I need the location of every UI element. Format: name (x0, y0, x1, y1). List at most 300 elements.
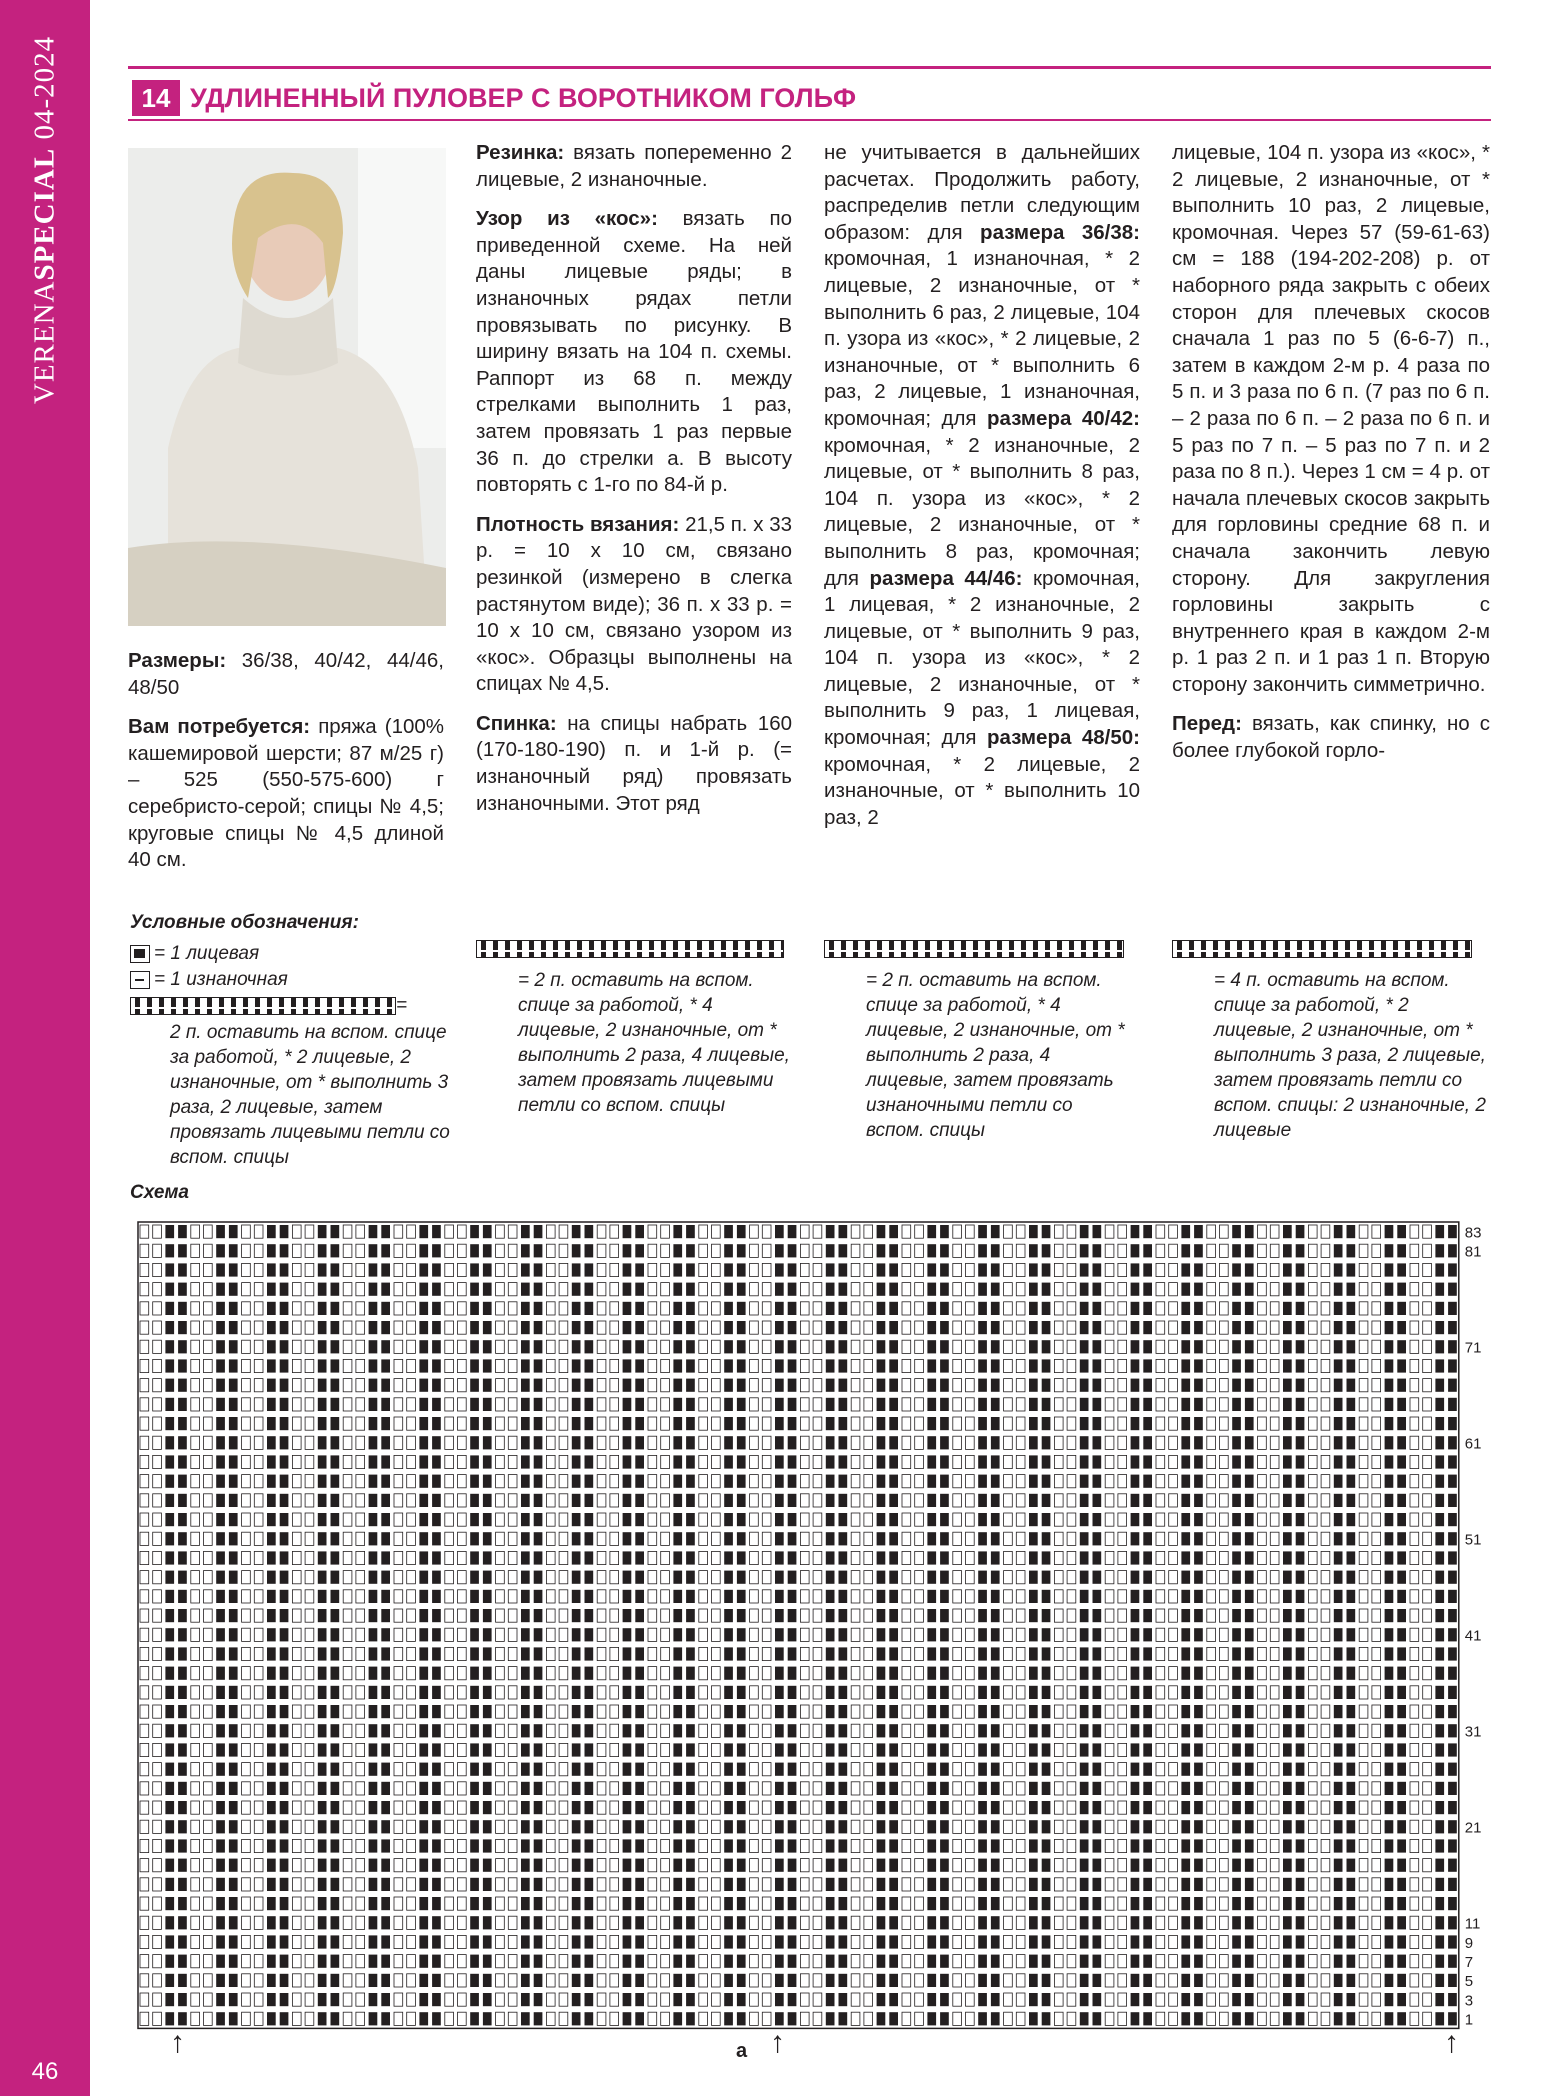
purl-cell (305, 1724, 314, 1737)
purl-cell (1423, 1801, 1432, 1814)
knit-cell (521, 1417, 530, 1430)
knit-cell (1347, 1859, 1356, 1872)
knit-cell (369, 1993, 378, 2006)
knit-cell (1296, 1667, 1305, 1680)
purl-cell (864, 1763, 873, 1776)
purl-cell (1321, 1513, 1330, 1526)
purl-cell (1410, 1724, 1419, 1737)
purl-cell (1321, 1532, 1330, 1545)
purl-cell (1359, 1705, 1368, 1718)
purl-cell (1270, 1859, 1279, 1872)
purl-cell (915, 1667, 924, 1680)
purl-cell (712, 1974, 721, 1987)
knit-cell (1245, 1667, 1254, 1680)
purl-cell (813, 1475, 822, 1488)
purl-cell (712, 1820, 721, 1833)
purl-cell (1308, 1935, 1317, 1948)
knit-cell (775, 1935, 784, 1948)
knit-cell (991, 1532, 1000, 1545)
purl-cell (1410, 1551, 1419, 1564)
knit-cell (1385, 1897, 1394, 1910)
purl-cell (902, 1955, 911, 1968)
purl-cell (394, 1494, 403, 1507)
gauge-label: Плотность вязания: (476, 512, 680, 536)
knit-cell (1042, 1263, 1051, 1276)
knit-cell (585, 1513, 594, 1526)
purl-cell (1156, 1225, 1165, 1238)
purl-cell (1207, 1628, 1216, 1641)
knit-cell (1283, 1513, 1292, 1526)
purl-cell (1207, 1820, 1216, 1833)
knit-cell (572, 1993, 581, 2006)
purl-cell (1220, 1686, 1229, 1699)
knit-cell (927, 1974, 936, 1987)
knit-cell (229, 1724, 238, 1737)
knit-cell (889, 1782, 898, 1795)
purl-cell (305, 1244, 314, 1257)
purl-cell (712, 1897, 721, 1910)
purl-cell (800, 1475, 809, 1488)
knit-cell (1194, 1436, 1203, 1449)
knit-cell (673, 1916, 682, 1929)
knit-cell (369, 1628, 378, 1641)
purl-cell (762, 1455, 771, 1468)
knit-cell (165, 1513, 174, 1526)
knit-cell (1232, 1283, 1241, 1296)
purl-cell (699, 1417, 708, 1430)
purl-cell (610, 1628, 619, 1641)
purl-cell (648, 1628, 657, 1641)
purl-cell (458, 1379, 467, 1392)
knit-cell (419, 2012, 428, 2025)
knit-cell (483, 1820, 492, 1833)
purl-cell (1054, 1244, 1063, 1257)
knit-cell (724, 1398, 733, 1411)
knit-cell (788, 1743, 797, 1756)
knit-cell (1435, 1379, 1444, 1392)
purl-cell (864, 2012, 873, 2025)
purl-cell (610, 1859, 619, 1872)
purl-cell (953, 1244, 962, 1257)
purl-cell (305, 1340, 314, 1353)
knit-cell (229, 1379, 238, 1392)
knit-cell (1397, 1302, 1406, 1315)
knit-cell (1194, 1916, 1203, 1929)
purl-cell (242, 1763, 251, 1776)
knit-cell (927, 1475, 936, 1488)
knit-cell (1232, 1551, 1241, 1564)
purl-cell (1004, 1359, 1013, 1372)
purl-cell (407, 1244, 416, 1257)
knit-cell (165, 1436, 174, 1449)
purl-cell (1321, 1244, 1330, 1257)
knit-cell (470, 1609, 479, 1622)
knit-cell (432, 1686, 441, 1699)
purl-cell (610, 1590, 619, 1603)
knit-cell (1194, 1225, 1203, 1238)
purl-cell (661, 1974, 670, 1987)
purl-cell (254, 1590, 263, 1603)
purl-cell (1258, 1283, 1267, 1296)
purl-cell (1308, 1705, 1317, 1718)
knit-cell (178, 1839, 187, 1852)
purl-cell (1156, 1379, 1165, 1392)
knit-cell (1334, 1244, 1343, 1257)
purl-cell (750, 1398, 759, 1411)
knit-cell (1232, 1628, 1241, 1641)
knit-cell (737, 1859, 746, 1872)
purl-cell (1156, 1647, 1165, 1660)
purl-cell (292, 1513, 301, 1526)
purl-cell (356, 1379, 365, 1392)
knit-cell (1093, 1647, 1102, 1660)
purl-cell (1220, 1705, 1229, 1718)
purl-cell (1308, 1263, 1317, 1276)
purl-cell (1067, 1878, 1076, 1891)
purl-cell (1220, 1801, 1229, 1814)
knit-cell (673, 1513, 682, 1526)
knit-cell (267, 1321, 276, 1334)
purl-cell (597, 1513, 606, 1526)
knit-cell (1397, 1724, 1406, 1737)
purl-cell (153, 1859, 162, 1872)
knit-cell (1448, 1667, 1457, 1680)
knit-cell (521, 1225, 530, 1238)
knit-cell (521, 1302, 530, 1315)
sizes-block (128, 648, 444, 887)
knit-cell (534, 1379, 543, 1392)
knit-cell (1334, 2012, 1343, 2025)
knit-cell (1435, 1590, 1444, 1603)
purl-cell (559, 1359, 568, 1372)
purl-cell (953, 1820, 962, 1833)
purl-cell (1270, 1724, 1279, 1737)
purl-cell (191, 1782, 200, 1795)
knit-cell (1194, 1993, 1203, 2006)
purl-cell (1410, 1705, 1419, 1718)
knit-cell (534, 1686, 543, 1699)
knit-cell (1385, 1724, 1394, 1737)
knit-cell (1143, 1590, 1152, 1603)
knit-cell (1448, 1686, 1457, 1699)
purl-cell (343, 1340, 352, 1353)
purl-cell (254, 1667, 263, 1680)
knit-cell (419, 1955, 428, 1968)
purl-cell (508, 1705, 517, 1718)
purl-cell (292, 1724, 301, 1737)
knit-cell (927, 1820, 936, 1833)
purl-cell (699, 1513, 708, 1526)
knit-cell (1334, 1667, 1343, 1680)
purl-cell (559, 1935, 568, 1948)
purl-cell (1118, 1455, 1127, 1468)
knit-cell (267, 1839, 276, 1852)
purl-cell (1410, 1628, 1419, 1641)
knit-cell (889, 1225, 898, 1238)
purl-cell (1220, 1340, 1229, 1353)
knit-cell (1347, 1782, 1356, 1795)
purl-cell (394, 1359, 403, 1372)
knit-cell (280, 1590, 289, 1603)
knit-cell (788, 1801, 797, 1814)
knit-cell (331, 1379, 340, 1392)
row-label: 71 (1464, 1339, 1482, 1357)
knit-cell (534, 1263, 543, 1276)
col3-text-1: не учитывается в дальнейших расчетах. Продолжить работу, распределив петли следующим образом: для (824, 141, 1140, 244)
purl-cell (1156, 1244, 1165, 1257)
knit-cell (483, 1532, 492, 1545)
purl-cell (546, 1897, 555, 1910)
purl-cell (394, 1743, 403, 1756)
knit-cell (686, 1763, 695, 1776)
purl-cell (191, 1513, 200, 1526)
purl-cell (851, 1782, 860, 1795)
knit-cell (267, 1743, 276, 1756)
purl-cell (1321, 1724, 1330, 1737)
knit-cell (178, 1302, 187, 1315)
knit-cell (470, 1724, 479, 1737)
purl-cell (1054, 1782, 1063, 1795)
knit-cell (775, 1225, 784, 1238)
knit-cell (1093, 1513, 1102, 1526)
purl-cell (712, 1590, 721, 1603)
purl-cell (1067, 1897, 1076, 1910)
knit-cell (1347, 1436, 1356, 1449)
purl-cell (1105, 2012, 1114, 2025)
purl-cell (864, 1494, 873, 1507)
purl-cell (1156, 1321, 1165, 1334)
knit-cell (1245, 1628, 1254, 1641)
knit-cell (432, 1590, 441, 1603)
purl-cell (1054, 1321, 1063, 1334)
knit-cell (635, 1398, 644, 1411)
knit-cell (1296, 1225, 1305, 1238)
knit-cell (788, 1993, 797, 2006)
knit-cell (572, 1475, 581, 1488)
knit-cell (165, 1321, 174, 1334)
knit-cell (280, 1686, 289, 1699)
purl-cell (597, 1801, 606, 1814)
knit-cell (826, 1859, 835, 1872)
knit-cell (978, 1263, 987, 1276)
knit-cell (775, 1878, 784, 1891)
purl-cell (458, 1801, 467, 1814)
knit-cell (1232, 1398, 1241, 1411)
knit-cell (318, 1513, 327, 1526)
knit-cell (686, 1340, 695, 1353)
knit-cell (686, 1379, 695, 1392)
purl-cell (699, 1859, 708, 1872)
purl-cell (915, 1916, 924, 1929)
purl-cell (851, 1974, 860, 1987)
knit-cell (724, 1724, 733, 1737)
knit-cell (1245, 1379, 1254, 1392)
knit-cell (1143, 1955, 1152, 1968)
purl-cell (1372, 1743, 1381, 1756)
knit-cell (178, 1628, 187, 1641)
purl-cell (864, 1878, 873, 1891)
knit-cell (381, 1302, 390, 1315)
knit-cell (1397, 1379, 1406, 1392)
row-label: 1 (1464, 2011, 1474, 2029)
purl-cell (750, 2012, 759, 2025)
knit-cell (826, 1647, 835, 1660)
knit-cell (877, 1436, 886, 1449)
knit-cell (1042, 1398, 1051, 1411)
knit-cell (1042, 1590, 1051, 1603)
knit-cell (470, 1859, 479, 1872)
purl-cell (800, 1647, 809, 1660)
knit-cell (1397, 1801, 1406, 1814)
knit-cell (1143, 1225, 1152, 1238)
purl-cell (864, 1379, 873, 1392)
knit-cell (483, 1955, 492, 1968)
purl-cell (1270, 1551, 1279, 1564)
purl-cell (343, 2012, 352, 2025)
purl-cell (508, 1359, 517, 1372)
knit-cell (673, 1839, 682, 1852)
purl-cell (1423, 1993, 1432, 2006)
knit-cell (572, 1532, 581, 1545)
purl-cell (1004, 1801, 1013, 1814)
purl-cell (915, 1244, 924, 1257)
purl-cell (1372, 1724, 1381, 1737)
knit-cell (1181, 1379, 1190, 1392)
knit-cell (534, 1359, 543, 1372)
purl-cell (712, 1494, 721, 1507)
purl-cell (1270, 1743, 1279, 1756)
knit-cell (1397, 1551, 1406, 1564)
knit-cell (267, 1590, 276, 1603)
purl-cell (1054, 1686, 1063, 1699)
legend-cable-3 (824, 940, 1124, 958)
knit-cell (470, 1993, 479, 2006)
knit-cell (178, 1859, 187, 1872)
purl-cell (242, 1321, 251, 1334)
knit-cell (1448, 1263, 1457, 1276)
knit-cell (978, 1724, 987, 1737)
purl-cell (1054, 1609, 1063, 1622)
purl-cell (292, 1955, 301, 1968)
purl-cell (458, 1321, 467, 1334)
purl-cell (699, 1225, 708, 1238)
purl-cell (1207, 1302, 1216, 1315)
purl-cell (1156, 1897, 1165, 1910)
purl-cell (597, 1839, 606, 1852)
purl-cell (966, 1705, 975, 1718)
knit-cell (775, 1782, 784, 1795)
knit-cell (470, 1283, 479, 1296)
knit-cell (1334, 1475, 1343, 1488)
purl-cell (394, 1340, 403, 1353)
purl-cell (356, 1263, 365, 1276)
knit-cell (1194, 1878, 1203, 1891)
purl-cell (1359, 1571, 1368, 1584)
knit-cell (381, 1532, 390, 1545)
knit-cell (991, 1935, 1000, 1948)
purl-cell (559, 1955, 568, 1968)
purl-cell (1207, 1801, 1216, 1814)
purl-cell (1308, 1590, 1317, 1603)
knit-cell (1283, 1974, 1292, 1987)
knit-cell (978, 1647, 987, 1660)
purl-cell (648, 1475, 657, 1488)
knit-cell (775, 1359, 784, 1372)
purl-cell (546, 1571, 555, 1584)
purl-cell (864, 1571, 873, 1584)
purl-cell (242, 1705, 251, 1718)
purl-cell (762, 1820, 771, 1833)
purl-cell (140, 1974, 149, 1987)
purl-cell (597, 1340, 606, 1353)
knit-cell (623, 1839, 632, 1852)
purl-cell (1118, 1551, 1127, 1564)
knit-cell (1245, 1916, 1254, 1929)
purl-cell (712, 1686, 721, 1699)
knit-cell (280, 1283, 289, 1296)
knit-cell (1143, 1916, 1152, 1929)
purl-cell (1359, 1379, 1368, 1392)
purl-cell (1220, 1417, 1229, 1430)
purl-cell (750, 1897, 759, 1910)
knit-cell (839, 1839, 848, 1852)
purl-cell (953, 1283, 962, 1296)
knit-cell (585, 1705, 594, 1718)
knit-cell (178, 1801, 187, 1814)
knit-cell (1042, 1974, 1051, 1987)
purl-cell (305, 1878, 314, 1891)
knit-cell (1296, 1436, 1305, 1449)
purl-cell (242, 1839, 251, 1852)
knit-cell (1296, 1551, 1305, 1564)
purl-cell (1359, 1839, 1368, 1852)
purl-cell (356, 1916, 365, 1929)
knit-cell (737, 1340, 746, 1353)
purl-cell (750, 1590, 759, 1603)
knit-cell (178, 1532, 187, 1545)
purl-cell (407, 1839, 416, 1852)
knit-cell (1029, 1820, 1038, 1833)
purl-cell (546, 1782, 555, 1795)
knit-cell (534, 1647, 543, 1660)
purl-cell (445, 1398, 454, 1411)
knit-cell (1245, 1475, 1254, 1488)
purl-cell (140, 1571, 149, 1584)
knit-cell (521, 1974, 530, 1987)
purl-cell (343, 1724, 352, 1737)
purl-cell (356, 1551, 365, 1564)
knit-cell (839, 1667, 848, 1680)
purl-cell (1372, 1974, 1381, 1987)
purl-cell (661, 1475, 670, 1488)
purl-cell (140, 1455, 149, 1468)
knit-cell (1093, 1379, 1102, 1392)
knit-cell (470, 1532, 479, 1545)
knit-cell (432, 1993, 441, 2006)
knit-cell (318, 1820, 327, 1833)
purl-cell (407, 1609, 416, 1622)
size-36-label: размера 36/38: (980, 220, 1140, 244)
purl-cell (394, 2012, 403, 2025)
purl-cell (1410, 1667, 1419, 1680)
purl-cell (851, 1801, 860, 1814)
knit-cell (534, 1724, 543, 1737)
legend-equals: = (396, 995, 408, 1016)
purl-cell (191, 1302, 200, 1315)
purl-cell (1270, 1436, 1279, 1449)
purl-cell (394, 1916, 403, 1929)
knit-cell (534, 1532, 543, 1545)
